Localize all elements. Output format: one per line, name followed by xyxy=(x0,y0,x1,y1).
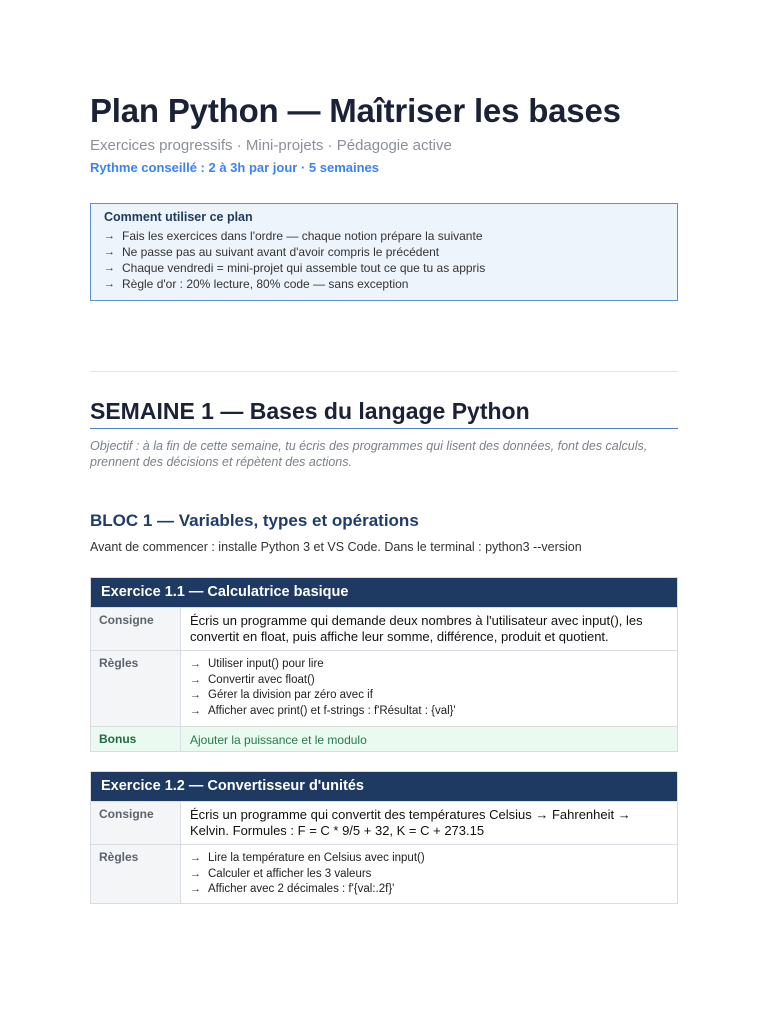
exercise-title: Exercice 1.2 — Convertisseur d'unités xyxy=(91,772,677,801)
rule-text: Convertir avec float() xyxy=(208,673,315,686)
howto-item xyxy=(104,276,664,292)
rule-item xyxy=(190,688,668,704)
rules-list xyxy=(190,657,668,719)
consigne-label: Consigne xyxy=(91,608,181,650)
howto-list xyxy=(104,228,664,292)
rule-text: Gérer la division par zéro avec if xyxy=(208,689,373,701)
bonus-text: Ajouter la puissance et le modulo xyxy=(190,733,367,747)
arrow-right-icon: → xyxy=(190,689,201,701)
howto-item xyxy=(104,228,664,244)
rule-text: Calculer et afficher les 3 valeurs xyxy=(208,867,372,880)
howto-item-text: Règle d'or : 20% lecture, 80% code — sans exception xyxy=(122,277,409,291)
arrow-right-icon: → xyxy=(104,246,115,258)
exercise-card xyxy=(90,771,678,904)
rule-text: Afficher avec print() et f-strings : f'Résultat : {val}' xyxy=(208,704,456,717)
week-goal: Objectif : à la fin de cette semaine, tu écris des programmes qui lisent des données, font des calculs, prennent des décisions et répètent des actions. xyxy=(90,439,648,469)
rhythm-note: Rythme conseillé : 2 à 3h par jour · 5 semaines xyxy=(90,160,379,175)
howto-item xyxy=(104,260,664,276)
consigne-label: Consigne xyxy=(91,802,181,844)
arrow-right-icon: → xyxy=(104,230,115,242)
rules-label: Règles xyxy=(91,651,181,726)
rules-content xyxy=(181,845,677,903)
page-subtitle: Exercices progressifs · Mini-projets · Pédagogie active xyxy=(90,137,452,154)
arrow-right-icon: → xyxy=(190,673,201,686)
arrow-right-icon: → xyxy=(190,658,201,670)
exercise-title: Exercice 1.1 — Calculatrice basique xyxy=(91,578,677,607)
rule-item xyxy=(190,867,668,883)
rule-text: Utiliser input() pour lire xyxy=(208,658,324,670)
rule-item xyxy=(190,673,668,689)
arrow-right-icon: → xyxy=(190,883,201,895)
exercise-card xyxy=(90,577,678,752)
rule-item xyxy=(190,882,668,898)
page-title: Plan Python — Maîtriser les bases xyxy=(90,92,621,129)
rules-row xyxy=(91,844,677,903)
bloc-title: BLOC 1 — Variables, types et opérations xyxy=(90,511,419,530)
bonus-row xyxy=(91,726,677,751)
consigne-row xyxy=(91,607,677,650)
consigne-text: Écris un programme qui convertit des températures Celsius → Fahrenheit → Kelvin. Formules : F = C * 9/5 + 32, K = C + 273.15 xyxy=(190,807,631,838)
arrow-right-icon: → xyxy=(190,852,201,864)
howto-item xyxy=(104,244,664,260)
howto-box xyxy=(90,203,678,301)
bonus-label: Bonus xyxy=(91,727,181,751)
rules-list xyxy=(190,851,668,898)
rule-item xyxy=(190,657,668,673)
rules-row xyxy=(91,650,677,726)
bloc-intro: Avant de commencer : installe Python 3 et VS Code. Dans le terminal : python3 --version xyxy=(90,540,582,554)
consigne-row xyxy=(91,801,677,844)
arrow-right-icon: → xyxy=(190,704,201,717)
rule-text: Lire la température en Celsius avec input() xyxy=(208,852,425,864)
rule-item xyxy=(190,851,668,867)
arrow-right-icon: → xyxy=(104,278,115,290)
howto-title: Comment utiliser ce plan xyxy=(104,210,253,224)
rules-label: Règles xyxy=(91,845,181,903)
arrow-right-icon: → xyxy=(104,262,115,274)
consigne-text: Écris un programme qui demande deux nombres à l'utilisateur avec input(), les convertit en float, puis affiche leur somme, différence, produit et quotient. xyxy=(190,613,643,644)
week-title: SEMAINE 1 — Bases du langage Python xyxy=(90,398,678,429)
rules-content xyxy=(181,651,677,726)
arrow-right-icon: → xyxy=(190,867,201,880)
section-divider xyxy=(90,371,678,372)
howto-item-text: Ne passe pas au suivant avant d'avoir compris le précédent xyxy=(122,245,440,259)
rule-item xyxy=(190,704,668,720)
howto-item-text: Chaque vendredi = mini-projet qui assemble tout ce que tu as appris xyxy=(122,261,486,275)
rule-text: Afficher avec 2 décimales : f'{val:.2f}' xyxy=(208,883,395,895)
howto-item-text: Fais les exercices dans l'ordre — chaque notion prépare la suivante xyxy=(122,229,483,243)
